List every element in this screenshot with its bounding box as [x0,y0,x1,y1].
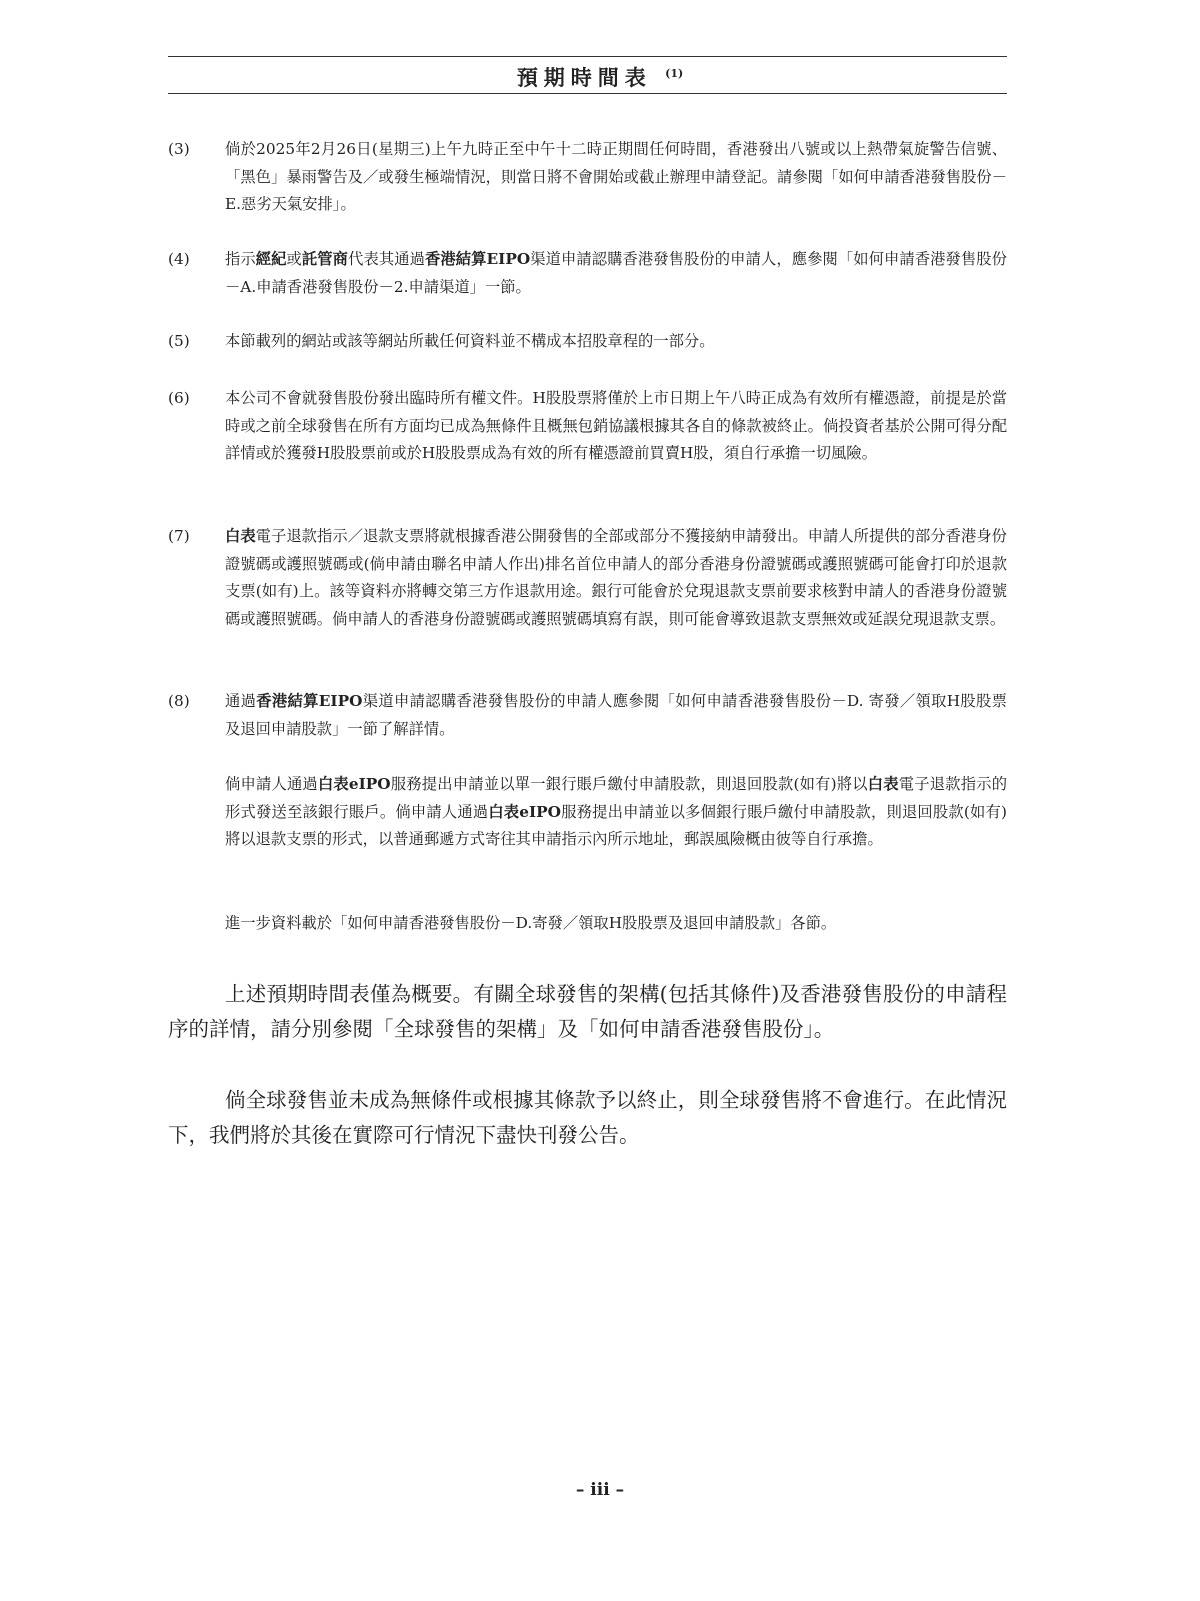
text-run: 渠道申請認購香港發售股份的申請人應參閱「如何申請香港發售股份－D. 寄發／領取H股股票及退回申請股款」一節了解詳情。 [225,692,1007,738]
note-number: (5) [168,332,190,350]
text-run: 渠道申請認購香港發售股份的申請人，應參閱「如何申請香港發售股份－A.申請香港發售股份－2.申請渠道」一節。 [225,250,1007,296]
note-text [225,385,1007,468]
text-run: 本公司不會就發售股份發出臨時所有權文件。H股股票將僅於上市日期上午八時正成為有效所有權憑證，前提是於當時或之前全球發售在所有方面均已成為無條件且概無包銷協議根據其各自的條款被終止。倘投資者基於公開可得分配詳情或於獲發H股股票前或於H股股票成為有效的所有權憑證前買賣H股，須自行承擔一切風險。 [225,389,1007,462]
text-run: 通過 [225,692,257,710]
note-7 [168,523,1007,633]
note-text [225,328,1007,356]
header-rule-top [168,56,1007,57]
note-number: (3) [168,140,190,158]
note-number: (4) [168,250,190,268]
note-number: (6) [168,389,190,407]
note-3 [168,136,1007,219]
note-text [225,246,1007,301]
note-text [225,688,1007,743]
note-8 [168,688,1007,743]
note-6 [168,385,1007,468]
text-run: 服務提出申請並以單一銀行賬戶繳付申請股款，則退回股款(如有)將以 [390,775,868,793]
title-footnote-ref: (1) [665,67,684,80]
summary-paragraph: 上述預期時間表僅為概要。有關全球發售的架構(包括其條件)及香港發售股份的申請程序的詳情，請分別參閱「全球發售的架構」及「如何申請香港發售股份」。 [168,982,1007,1041]
note-text [225,136,1007,219]
note-8-refund-paragraph [168,771,1007,854]
bold-term: 香港結算EIPO [424,250,531,268]
note-5 [168,328,1007,356]
text-run: 倘申請人通過 [225,775,318,793]
note-text [225,771,1007,854]
text-run: 進一步資料載於「如何申請香港發售股份－D.寄發／領取H股股票及退回申請股款」各節。 [225,914,837,932]
text-run: 電子退款指示／退款支票將就根據香港公開發售的全部或部分不獲接納申請發出。申請人所提供的部分香港身份證號碼或護照號碼或(倘申請由聯名申請人作出)排名首位申請人的部分香港身份證號碼或護照號碼可能會打印於退款支票(如有)上。該等資料亦將轉交第三方作退款用途。銀行可能會於兌現退款支票前要求核對申請人的香港身份證號碼或護照號碼。倘申請人的香港身份證號碼或護照號碼填寫有誤，則可能會導致退款支票無效或延誤兌現退款支票。 [225,527,1007,628]
text-run: 電子退款指示的形式發送至該銀行賬戶。倘申請人通過 [225,775,1007,821]
text-run: 指示 [225,250,256,268]
bold-term: 香港結算EIPO [256,692,363,710]
text-run: 本節載列的網站或該等網站所載任何資料並不構成本招股章程的一部分。 [225,332,715,350]
text-run: 或 [286,250,302,268]
text-run: 倘於2025年2月26日(星期三)上午九時正至中午十二時正期間任何時間，香港發出八號或以上熱帶氣旋警告信號、「黑色」暴雨警告及／或發生極端情況，則當日將不會開始或截止辦理申請登記。請參閱「如何申請香港發售股份－E.惡劣天氣安排」。 [225,140,1007,213]
title-text: 預期時間表 [516,65,652,90]
page-title [0,62,1200,92]
note-text [225,910,1007,938]
note-4 [168,246,1007,301]
bold-term: 白表eIPO [317,775,391,793]
header-rule-bottom [168,93,1007,94]
bold-term: 經紀 [255,250,287,268]
text-run: 代表其通過 [348,250,425,268]
bold-term: 白表 [867,775,899,793]
bold-term: 白表eIPO [488,802,562,821]
text-run: 服務提出申請並以多個銀行賬戶繳付申請股款，則退回股款(如有)將以退款支票的形式，以普通郵遞方式寄往其申請指示內所示地址，郵誤風險概由彼等自行承擔。 [225,802,1008,848]
note-number: (7) [168,527,190,545]
note-8-further-info [168,910,1007,938]
bold-term: 白表 [225,527,256,545]
bold-term: 託管商 [301,250,349,268]
note-text [225,523,1007,633]
termination-paragraph: 倘全球發售並未成為無條件或根據其條款予以終止，則全球發售將不會進行。在此情況下，我們將於其後在實際可行情況下盡快刊發公告。 [168,1088,1007,1147]
page-number: – iii – [575,1480,625,1500]
note-number: (8) [168,692,190,710]
